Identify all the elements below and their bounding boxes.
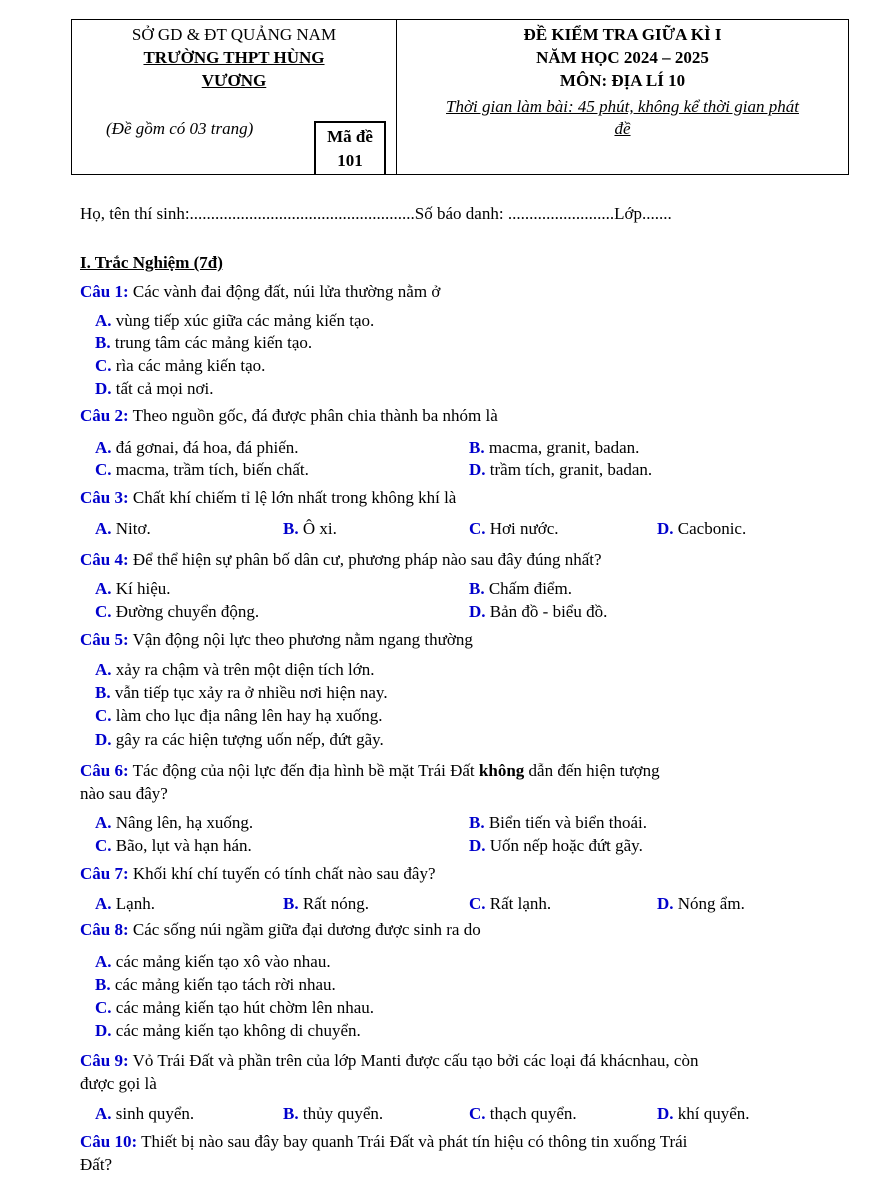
option-letter: B.: [283, 519, 299, 538]
option-letter: D.: [469, 836, 486, 855]
option-text: Lạnh.: [115, 894, 155, 913]
question-text: Chất khí chiếm tỉ lệ lớn nhất trong không khí là: [132, 488, 457, 507]
option-text: trầm tích, granit, badan.: [489, 460, 653, 479]
option-letter: C.: [95, 998, 112, 1017]
option-text: các mảng kiến tạo hút chờm lên nhau.: [115, 998, 375, 1017]
exam-code-box: [314, 121, 386, 174]
option-letter: C.: [469, 519, 486, 538]
question-6-line2: nào sau đây?: [80, 784, 168, 803]
option-letter: C.: [95, 836, 112, 855]
exam-code-label: Mã đề: [327, 127, 373, 146]
question-label: Câu 3:: [80, 488, 129, 507]
option-text: các mảng kiến tạo tách rời nhau.: [114, 975, 336, 994]
option-7d: [657, 893, 745, 915]
header-exam-panel: [397, 20, 848, 174]
question-label: Câu 8:: [80, 920, 129, 939]
option-7c: [469, 893, 551, 915]
option-5d: [95, 729, 384, 751]
question-label: Câu 5:: [80, 630, 129, 649]
option-letter: D.: [657, 1104, 674, 1123]
option-letter: C.: [95, 602, 112, 621]
option-text: Bản đồ - biểu đồ.: [489, 602, 608, 621]
question-4: [80, 549, 840, 571]
option-3b: [283, 518, 337, 540]
option-2d: [469, 459, 652, 481]
option-letter: A.: [95, 519, 112, 538]
option-1d: [95, 378, 214, 400]
option-2b: [469, 437, 639, 459]
option-1a: [95, 310, 374, 332]
option-2a: [95, 437, 299, 459]
option-9c: [469, 1103, 577, 1125]
option-text: khí quyển.: [677, 1104, 750, 1123]
option-4c: [95, 601, 259, 623]
option-text: macma, granit, badan.: [488, 438, 640, 457]
subject: MÔN: ĐỊA LÍ 10: [559, 71, 686, 90]
section-title: I. Trắc Nghiệm (7đ): [80, 253, 223, 272]
option-letter: A.: [95, 660, 112, 679]
option-letter: D.: [657, 894, 674, 913]
option-letter: B.: [469, 438, 485, 457]
option-text: gây ra các hiện tượng uốn nếp, đứt gãy.: [115, 730, 384, 749]
school-name-line1: TRƯỜNG THPT HÙNG: [143, 48, 325, 67]
option-text: đá gơnai, đá hoa, đá phiến.: [115, 438, 299, 457]
option-letter: A.: [95, 952, 112, 971]
option-letter: A.: [95, 894, 112, 913]
question-label: Câu 7:: [80, 864, 129, 883]
department-name: SỞ GD & ĐT QUẢNG NAM: [131, 25, 337, 44]
option-1c: [95, 355, 265, 377]
option-9a: [95, 1103, 194, 1125]
option-8a: [95, 951, 331, 973]
question-text: Để thể hiện sự phân bố dân cư, phương pháp nào sau đây đúng nhất?: [132, 550, 602, 569]
option-5c: [95, 705, 383, 727]
question-text: Vỏ Trái Đất và phần trên của lớp Manti được cấu tạo bởi các loại đá khácnhau, còn: [132, 1051, 699, 1070]
option-2c: [95, 459, 309, 481]
option-letter: B.: [469, 579, 485, 598]
question-text: Vận động nội lực theo phương nằm ngang thường: [132, 630, 473, 649]
option-letter: B.: [469, 813, 485, 832]
option-letter: B.: [95, 333, 111, 352]
option-letter: B.: [95, 975, 111, 994]
option-letter: C.: [469, 894, 486, 913]
option-text: Chấm điểm.: [488, 579, 572, 598]
option-6d: [469, 835, 643, 857]
question-label: Câu 9:: [80, 1051, 129, 1070]
option-text: thủy quyển.: [302, 1104, 384, 1123]
option-letter: A.: [95, 311, 112, 330]
option-6c: [95, 835, 252, 857]
option-text: thạch quyển.: [489, 1104, 577, 1123]
option-text: sinh quyển.: [115, 1104, 195, 1123]
question-text: Các sống núi ngầm giữa đại dương được sinh ra do: [132, 920, 481, 939]
option-letter: A.: [95, 579, 112, 598]
option-1b: [95, 332, 312, 354]
option-text: Bão, lụt và hạn hán.: [115, 836, 252, 855]
question-1: [80, 281, 840, 303]
option-letter: B.: [95, 683, 111, 702]
option-text: các mảng kiến tạo không di chuyển.: [115, 1021, 361, 1040]
question-2: [80, 405, 840, 427]
exam-header: [71, 19, 849, 175]
question-label: Câu 2:: [80, 406, 129, 425]
question-7: [80, 863, 840, 885]
school-name-line2: VƯƠNG: [201, 71, 267, 90]
option-letter: D.: [469, 460, 486, 479]
option-letter: A.: [95, 1104, 112, 1123]
option-letter: D.: [657, 519, 674, 538]
student-info-line: Họ, tên thí sinh:.....................................................Số báo danh: .........................Lớp.......: [80, 204, 672, 223]
option-5a: [95, 659, 375, 681]
option-7b: [283, 893, 369, 915]
option-letter: B.: [283, 894, 299, 913]
time-limit-line2: đề: [614, 119, 631, 138]
question-8: [80, 919, 840, 941]
option-text: tất cả mọi nơi.: [115, 379, 214, 398]
option-letter: D.: [469, 602, 486, 621]
option-text: Ô xi.: [302, 519, 337, 538]
question-3: [80, 487, 840, 509]
option-text: Đường chuyển động.: [115, 602, 260, 621]
school-year: NĂM HỌC 2024 – 2025: [536, 48, 709, 67]
option-letter: D.: [95, 379, 112, 398]
question-label: Câu 10:: [80, 1132, 138, 1151]
time-limit-line1: Thời gian làm bài: 45 phút, không kể thời gian phát: [446, 97, 799, 116]
option-text: trung tâm các mảng kiến tạo.: [114, 333, 313, 352]
question-5: [80, 629, 840, 651]
option-text: Nóng ẩm.: [677, 894, 745, 913]
option-text: làm cho lục địa nâng lên hay hạ xuống.: [115, 706, 383, 725]
option-text: Biển tiến và biển thoái.: [488, 813, 647, 832]
question-label: Câu 4:: [80, 550, 129, 569]
option-letter: C.: [95, 706, 112, 725]
option-letter: A.: [95, 813, 112, 832]
option-3c: [469, 518, 559, 540]
exam-title: ĐỀ KIỂM TRA GIỮA KÌ I: [523, 25, 722, 44]
option-text: các mảng kiến tạo xô vào nhau.: [115, 952, 331, 971]
option-3a: [95, 518, 151, 540]
option-letter: B.: [283, 1104, 299, 1123]
option-letter: D.: [95, 1021, 112, 1040]
option-text: Hơi nước.: [489, 519, 559, 538]
question-label: Câu 1:: [80, 282, 129, 301]
question-6: [80, 760, 840, 782]
option-letter: C.: [95, 460, 112, 479]
question-text: Theo nguồn gốc, đá được phân chia thành ba nhóm là: [132, 406, 498, 425]
question-text: Tác động của nội lực đến địa hình bề mặt Trái Đất: [132, 761, 479, 780]
option-text: macma, trầm tích, biến chất.: [115, 460, 309, 479]
option-text: xảy ra chậm và trên một diện tích lớn.: [115, 660, 375, 679]
question-10: [80, 1131, 840, 1153]
exam-code-value: 101: [337, 151, 363, 170]
option-text: Uốn nếp hoặc đứt gãy.: [489, 836, 643, 855]
question-text: Khối khí chí tuyến có tính chất nào sau đây?: [132, 864, 436, 883]
option-3d: [657, 518, 746, 540]
header-school-panel: [72, 20, 397, 174]
option-text: rìa các mảng kiến tạo.: [115, 356, 266, 375]
option-9b: [283, 1103, 383, 1125]
option-4b: [469, 578, 572, 600]
option-6a: [95, 812, 253, 834]
option-letter: C.: [469, 1104, 486, 1123]
question-label: Câu 6:: [80, 761, 129, 780]
option-text: vùng tiếp xúc giữa các mảng kiến tạo.: [115, 311, 375, 330]
pages-note: (Đề gồm có 03 trang): [106, 119, 254, 138]
question-10-line2: Đất?: [80, 1155, 113, 1174]
option-text: Cacbonic.: [677, 519, 747, 538]
question-9-line2: được gọi là: [80, 1074, 157, 1093]
question-text-cont: dẫn đến hiện tượng: [524, 761, 660, 780]
option-text: Nâng lên, hạ xuống.: [115, 813, 254, 832]
option-8c: [95, 997, 374, 1019]
option-4d: [469, 601, 607, 623]
option-6b: [469, 812, 647, 834]
question-9: [80, 1050, 840, 1072]
option-text: vẫn tiếp tục xảy ra ở nhiều nơi hiện nay.: [114, 683, 388, 702]
option-text: Rất lạnh.: [489, 894, 552, 913]
option-4a: [95, 578, 171, 600]
option-7a: [95, 893, 155, 915]
option-text: Kí hiệu.: [115, 579, 171, 598]
question-text: Các vành đai động đất, núi lửa thường nằm ở: [132, 282, 441, 301]
option-8b: [95, 974, 336, 996]
option-9d: [657, 1103, 750, 1125]
option-5b: [95, 682, 388, 704]
option-letter: C.: [95, 356, 112, 375]
option-text: Rất nóng.: [302, 894, 369, 913]
option-text: Nitơ.: [115, 519, 151, 538]
option-letter: A.: [95, 438, 112, 457]
question-emphasis: không: [478, 761, 525, 780]
question-text: Thiết bị nào sau đây bay quanh Trái Đất và phát tín hiệu có thông tin xuống Trái: [141, 1132, 688, 1151]
option-letter: D.: [95, 730, 112, 749]
option-8d: [95, 1020, 361, 1042]
